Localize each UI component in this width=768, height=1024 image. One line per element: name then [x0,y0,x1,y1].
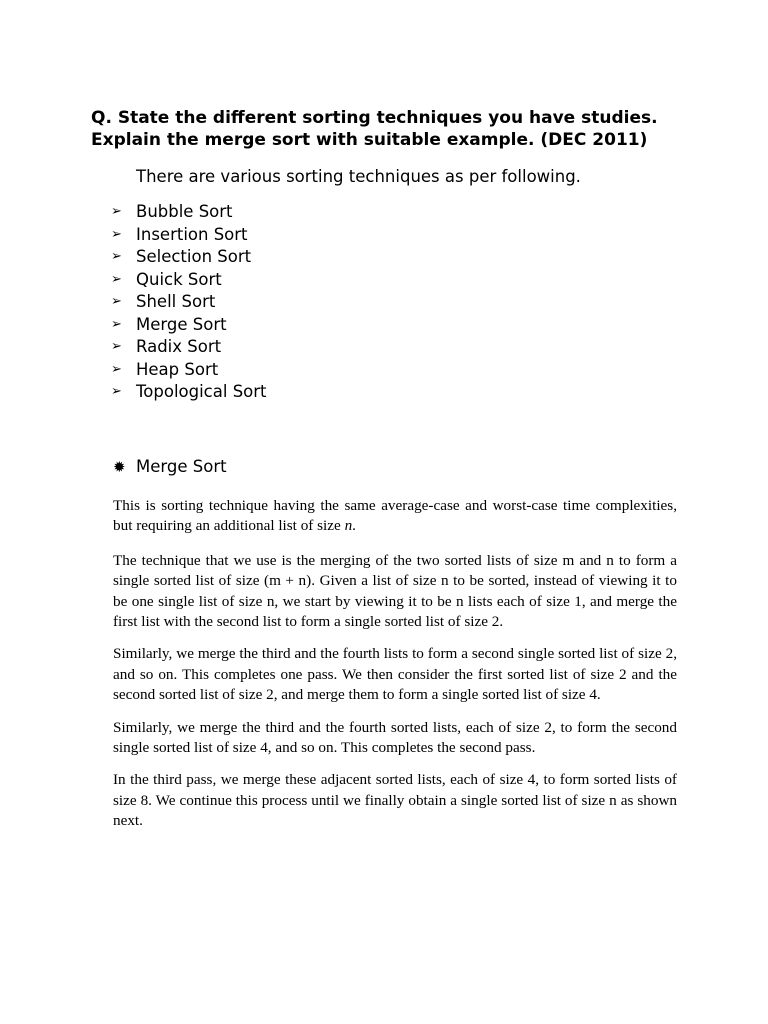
list-item [111,201,267,224]
arrow-bullet-icon: ➢ [111,249,122,264]
arrow-bullet-icon: ➢ [111,384,122,399]
arrow-bullet-icon: ➢ [111,204,122,219]
paragraph-text: This is sorting technique having the same average-case and worst-case time complexities, but requiring an additional list of size [113,497,677,535]
section-heading-label: Merge Sort [136,457,227,476]
list-item-label: Selection Sort [136,247,252,266]
list-item [111,336,267,359]
arrow-bullet-icon: ➢ [111,361,122,377]
list-item [111,224,267,247]
list-item-label: Insertion Sort [136,224,248,244]
list-item [111,291,267,314]
arrow-bullet-icon: ➢ [111,271,122,287]
star-bullet-icon: ✹ [113,458,126,476]
list-item [111,381,267,404]
list-item [111,269,267,292]
list-item-label: Merge Sort [136,314,227,334]
paragraph [113,496,677,537]
paragraph: In the third pass, we merge these adjacent sorted lists, each of size 4, to form sorted lists of size 8. We continue this process until we finally obtain a single sorted list of size n as shown next. [113,771,677,830]
question-heading: Q. State the different sorting techniques you have studies. Explain the merge sort with suitable example. (DEC 2011) [91,108,658,150]
list-item-label: Topological Sort [136,382,267,401]
intro-text: There are various sorting techniques as per following. [136,167,581,186]
list-item-label: Bubble Sort [136,202,233,221]
list-item-label: Shell Sort [136,292,216,311]
sorting-techniques-list [111,201,267,404]
arrow-bullet-icon: ➢ [111,339,122,354]
paragraph-end: . [352,517,356,535]
paragraph: Similarly, we merge the third and the fourth lists to form a second single sorted list of size 2, and so on. This completes one pass. We then consider the first sorted list of size 2 and the second sorted list of size 2, and merge them to form a single sorted list of size 4. [113,645,677,704]
paragraph: The technique that we use is the merging of the two sorted lists of size m and n to form a single sorted list of size (m + n). Given a list of size n to be sorted, instead of viewing it to be one single list of size n, we start by viewing it to be n lists each of size 1, and merge the first list with the second list to form a single sorted list of size 2. [113,551,677,631]
merge-sort-heading [113,456,227,478]
variable-n: n [344,517,353,535]
list-item-label: Quick Sort [136,269,222,289]
list-item [111,246,267,269]
list-item-label: Heap Sort [136,359,219,379]
arrow-bullet-icon: ➢ [111,294,122,309]
arrow-bullet-icon: ➢ [111,316,122,332]
list-item-label: Radix Sort [136,337,222,356]
arrow-bullet-icon: ➢ [111,226,122,242]
paragraph: Similarly, we merge the third and the fourth sorted lists, each of size 2, to form the second single sorted list of size 4, and so on. This completes the second pass. [113,718,677,757]
list-item [111,359,267,382]
list-item [111,314,267,337]
merge-sort-body [113,496,677,844]
